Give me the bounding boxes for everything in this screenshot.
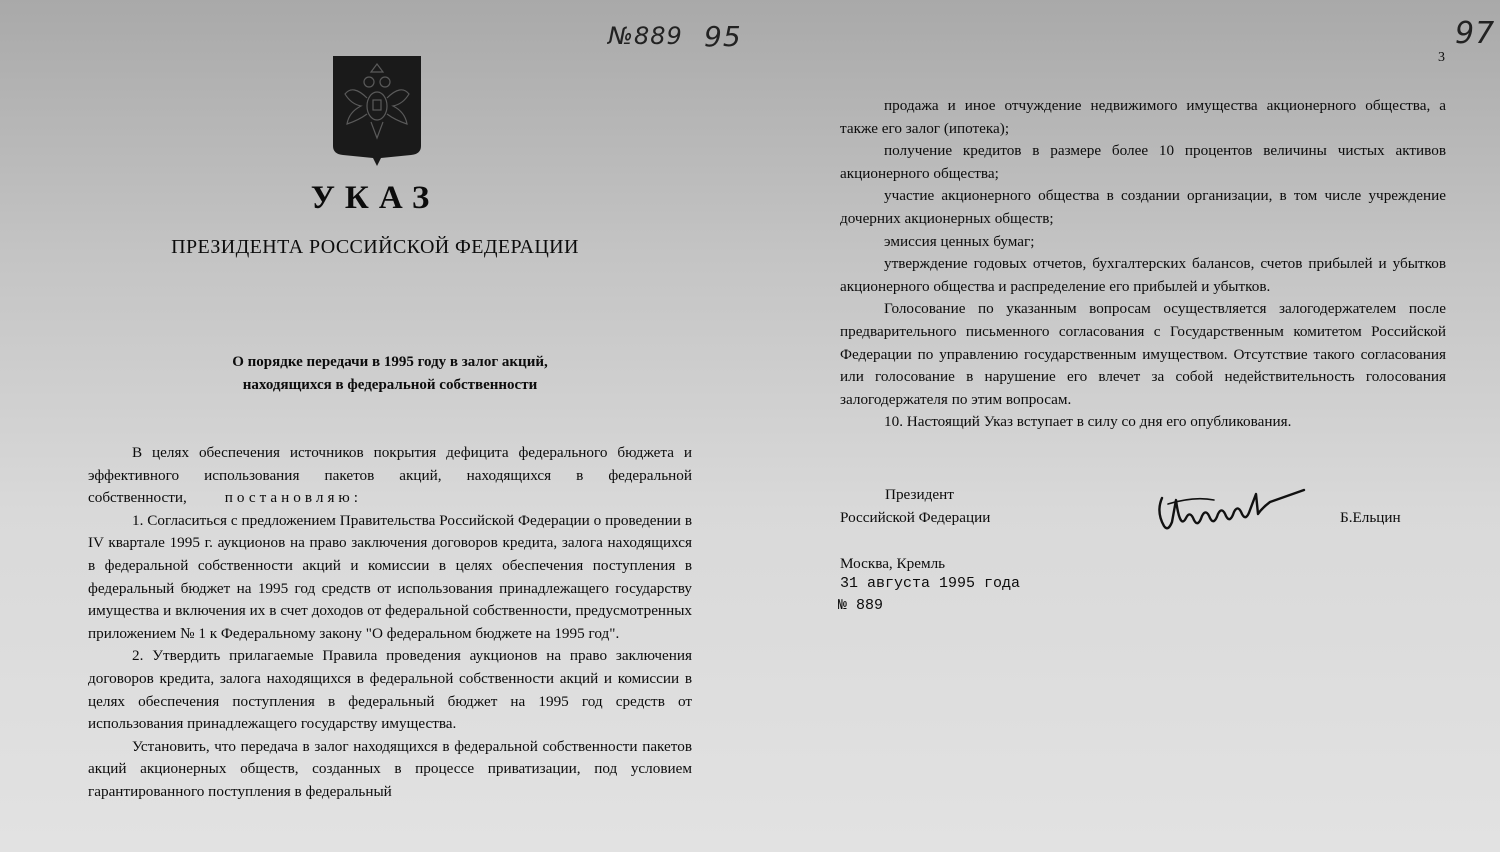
issue-date: 31 августа 1995 года [840, 575, 1021, 592]
signer-name: Б.Ельцин [1340, 509, 1401, 526]
signatory-title-line-2: Российской Федерации [840, 509, 991, 526]
decree-number: № 889 [838, 597, 884, 614]
list-item: эмиссия ценных бумаг; [884, 232, 1035, 250]
signatory-title-line-1: Президент [885, 486, 954, 503]
decree-heading [100, 351, 680, 397]
issue-place: Москва, Кремль [840, 555, 946, 572]
effective-date-paragraph: 10. Настоящий Указ вступает в силу со дня его опубликования. [884, 413, 1292, 431]
decree-title: УКАЗ [310, 180, 440, 216]
heading-line-1: О порядке передачи в 1995 году в залог акций, [232, 354, 548, 370]
heading-line-2: находящихся в федеральной собственности [242, 377, 538, 393]
decree-subtitle: ПРЕЗИДЕНТА РОССИЙСКОЙ ФЕДЕРАЦИИ [171, 236, 579, 258]
list-item: участие акционерного общества в создании организации, в том числе учреждение дочерних акционерных обществ; [840, 187, 1446, 227]
handwritten-year-note: 95 [704, 20, 742, 53]
list-item: утверждение годовых отчетов, бухгалтерских балансов, счетов прибылей и убытков акционерного общества и распределение его прибылей и убытков. [840, 255, 1446, 295]
decree-continuation [840, 95, 1446, 434]
paragraph-1: 1. Согласиться с предложением Правительства Российской Федерации о проведении в IV квартале 1995 г. аукционов на право заключения договоров кредита, залога находящихся в федеральной собственности акций и комиссии в целях обеспечения поступления в федеральный бюджет на 1995 год средств от использования принадлежащего государству имущества и включения их в счет доходов от федеральной собственности, предусмотренных приложением № 1 к Федеральному закону "О федеральном бюджете на 1995 год". [88, 511, 692, 642]
coat-of-arms-emblem [331, 54, 423, 166]
handwritten-signature [1154, 482, 1308, 538]
paragraph-2: 2. Утвердить прилагаемые Правила проведения аукционов на право заключения договоров кредита, залога находящихся в федеральной собственности акций и комиссии в целях обеспечения поступления в федеральный бюджет на 1995 год средств от использования принадлежащего государству имущества. [88, 647, 692, 733]
list-item: продажа и иное отчуждение недвижимого имущества акционерного общества, а также его залог (ипотека); [840, 97, 1446, 137]
handwritten-page-mark: 97 [1455, 16, 1496, 51]
decree-word: постановляю: [224, 489, 362, 507]
intro-text: В целях обеспечения источников покрытия дефицита федерального бюджета и эффективного использования пакетов акций, находящихся в федеральной собственности, [88, 444, 692, 507]
intro-paragraph [88, 442, 692, 510]
handwritten-number-note: №889 [608, 22, 683, 50]
decree-body [88, 442, 692, 804]
paragraph-3: Установить, что передача в залог находящихся в федеральной собственности пакетов акций акционерных обществ, созданных в процессе приватизации, под условием гарантированного поступления в федеральный [88, 737, 692, 800]
right-page [750, 0, 1500, 852]
list-item: получение кредитов в размере более 10 процентов величины чистых активов акционерного общества; [840, 142, 1446, 182]
page-number: 3 [1438, 50, 1445, 65]
voting-paragraph: Голосование по указанным вопросам осуществляется залогодержателем после предварительного письменного согласования с Государственным комитетом Российской Федерации по управлению государственным имуществом. Отсутствие такого согласования или голосование в нарушение его влечет за собой недействительность голосования залогодержателя по этим вопросам. [840, 300, 1446, 408]
